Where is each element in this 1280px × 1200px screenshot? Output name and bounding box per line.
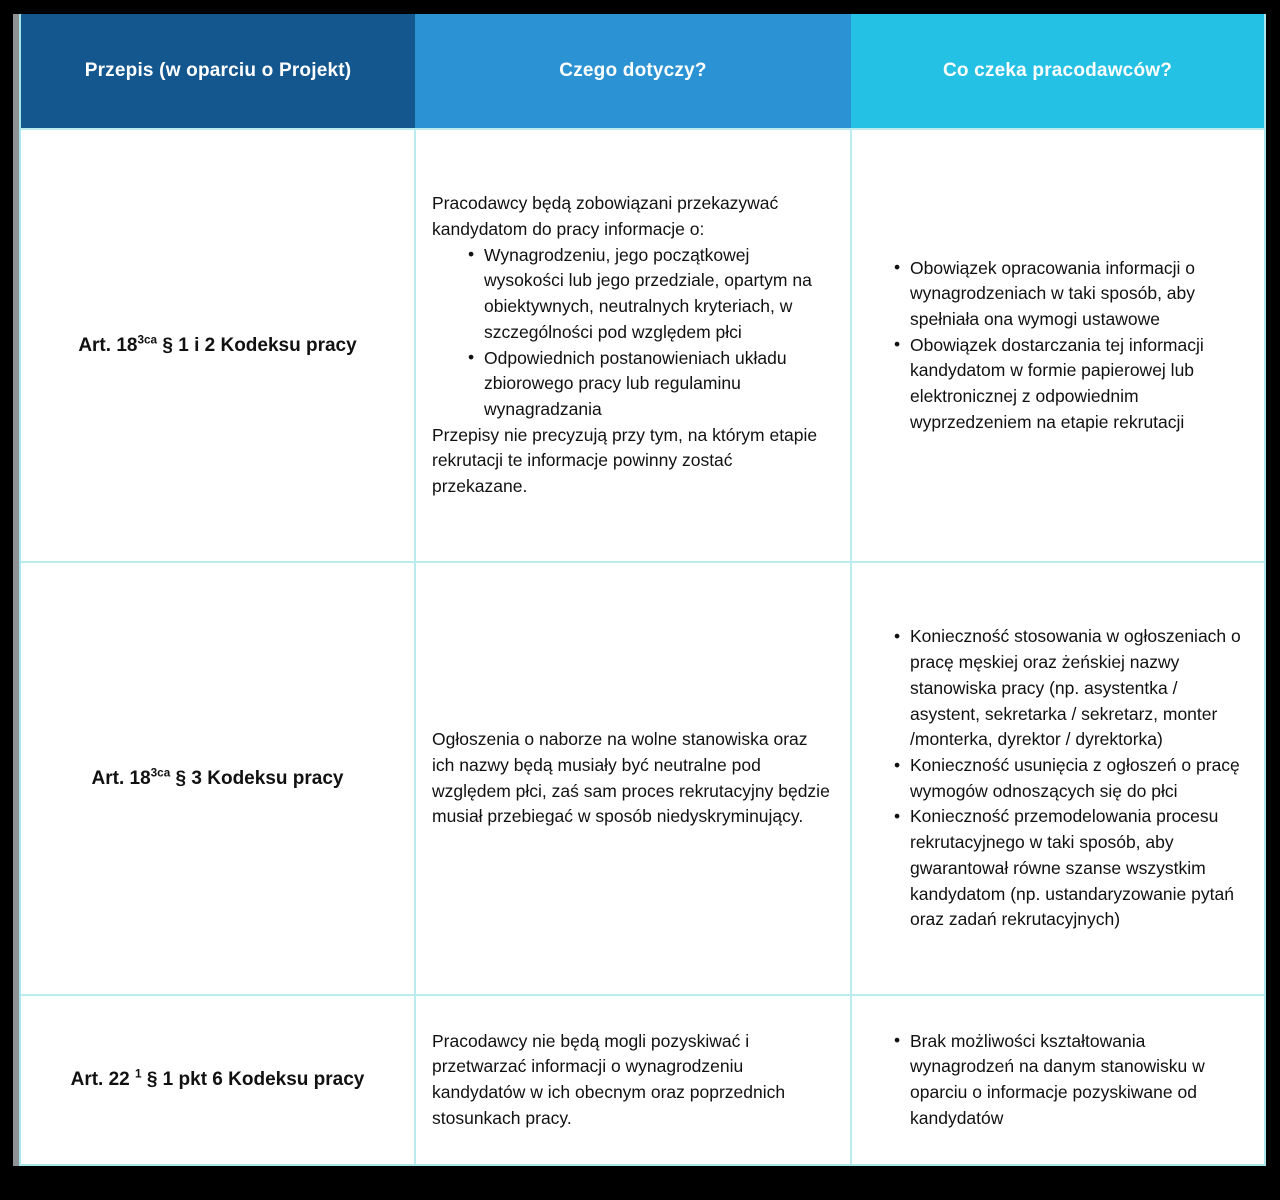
cell-employer-impact [851,995,1264,1164]
article-superscript: 1 [135,1067,142,1081]
scope-intro-text: Pracodawcy nie będą mogli pozyskiwać i przetwarzać informacji o wynagrodzeniu kandydatów w ich obecnym oraz poprzednich stosunkach pracy. [432,1030,786,1128]
scope-intro-text: Ogłoszenia o naborze na wolne stanowiska oraz ich nazwy będą musiały być neutralne pod względem płci, zaś sam proces rekrutacyjny będzie musiał przebiegać w sposób niedyskryminujący. [432,729,830,827]
list-item: • Obowiązek opracowania informacji o wynagrodzeniach w taki sposób, aby spełniała ona wymogi ustawowe [894,256,1248,333]
list-item: • Obowiązek dostarczania tej informacji kandydatom w formie papierowej lub elektronicznej z odpowiednim wyprzedzeniem na etapie rekrutacji [894,333,1248,436]
impact-bullet-list [872,1029,1248,1132]
impact-bullet-list [872,624,1248,933]
article-suffix: § 1 pkt 6 Kodeksu pracy [141,1069,365,1091]
regulations-table [21,14,1264,1164]
column-header-employer-impact: Co czeka pracodawców? [851,14,1264,129]
column-header-regulation: Przepis (w oparciu o Projekt) [21,14,415,129]
article-superscript: 3ca [137,333,158,347]
article-prefix: Art. 18 [78,334,138,356]
cell-article-reference [21,995,415,1164]
scope-bullet-list [432,243,830,423]
article-suffix: § 3 Kodeksu pracy [170,767,344,789]
article-prefix: Art. 22 [70,1069,136,1091]
column-header-scope: Czego dotyczy? [415,14,851,129]
list-item: • Wynagrodzeniu, jego początkowej wysokości lub jego przedziale, opartym na obiektywnych, neutralnych kryteriach, w szczególności pod względem płci [468,243,830,346]
table-body [21,129,1264,1164]
article-suffix: § 1 i 2 Kodeksu pracy [157,334,357,356]
table-header [21,14,1264,129]
list-item: • Odpowiednich postanowieniach układu zbiorowego pracy lub regulaminu wynagradzania [468,346,830,423]
table-row [21,562,1264,995]
article-superscript: 3ca [150,766,171,780]
cell-scope [415,129,851,562]
table-row [21,995,1264,1164]
cell-article-reference [21,129,415,562]
impact-bullet-list [872,256,1248,436]
cell-employer-impact [851,562,1264,995]
table-header-row [21,14,1264,129]
cell-article-reference [21,562,415,995]
article-prefix: Art. 18 [91,767,151,789]
cell-scope [415,562,851,995]
list-item: • Konieczność przemodelowania procesu rekrutacyjnego w taki sposób, aby gwarantował równe szanse wszystkim kandydatom (np. ustandaryzowanie pytań oraz zadań rekrutacyjnych) [894,804,1248,933]
scope-outro-text: Przepisy nie precyzują przy tym, na którym etapie rekrutacji te informacje powinny zostać przekazane. [432,424,818,497]
table-row [21,129,1264,562]
cell-scope [415,995,851,1164]
scope-intro-text: Pracodawcy będą zobowiązani przekazywać kandydatom do pracy informacje o: [432,193,779,239]
cell-employer-impact [851,129,1264,562]
regulations-table-container [19,14,1266,1166]
list-item: • Konieczność stosowania w ogłoszeniach o pracę męskiej oraz żeńskiej nazwy stanowiska pracy (np. asystentka / asystent, sekretarka / sekretarz, monter /monterka, dyrektor / dyrektorka) [894,624,1248,753]
list-item: • Konieczność usunięcia z ogłoszeń o pracę wymogów odnoszących się do płci [894,753,1248,804]
list-item: • Brak możliwości kształtowania wynagrodzeń na danym stanowisku w oparciu o informacje pozyskiwane od kandydatów [894,1029,1248,1132]
